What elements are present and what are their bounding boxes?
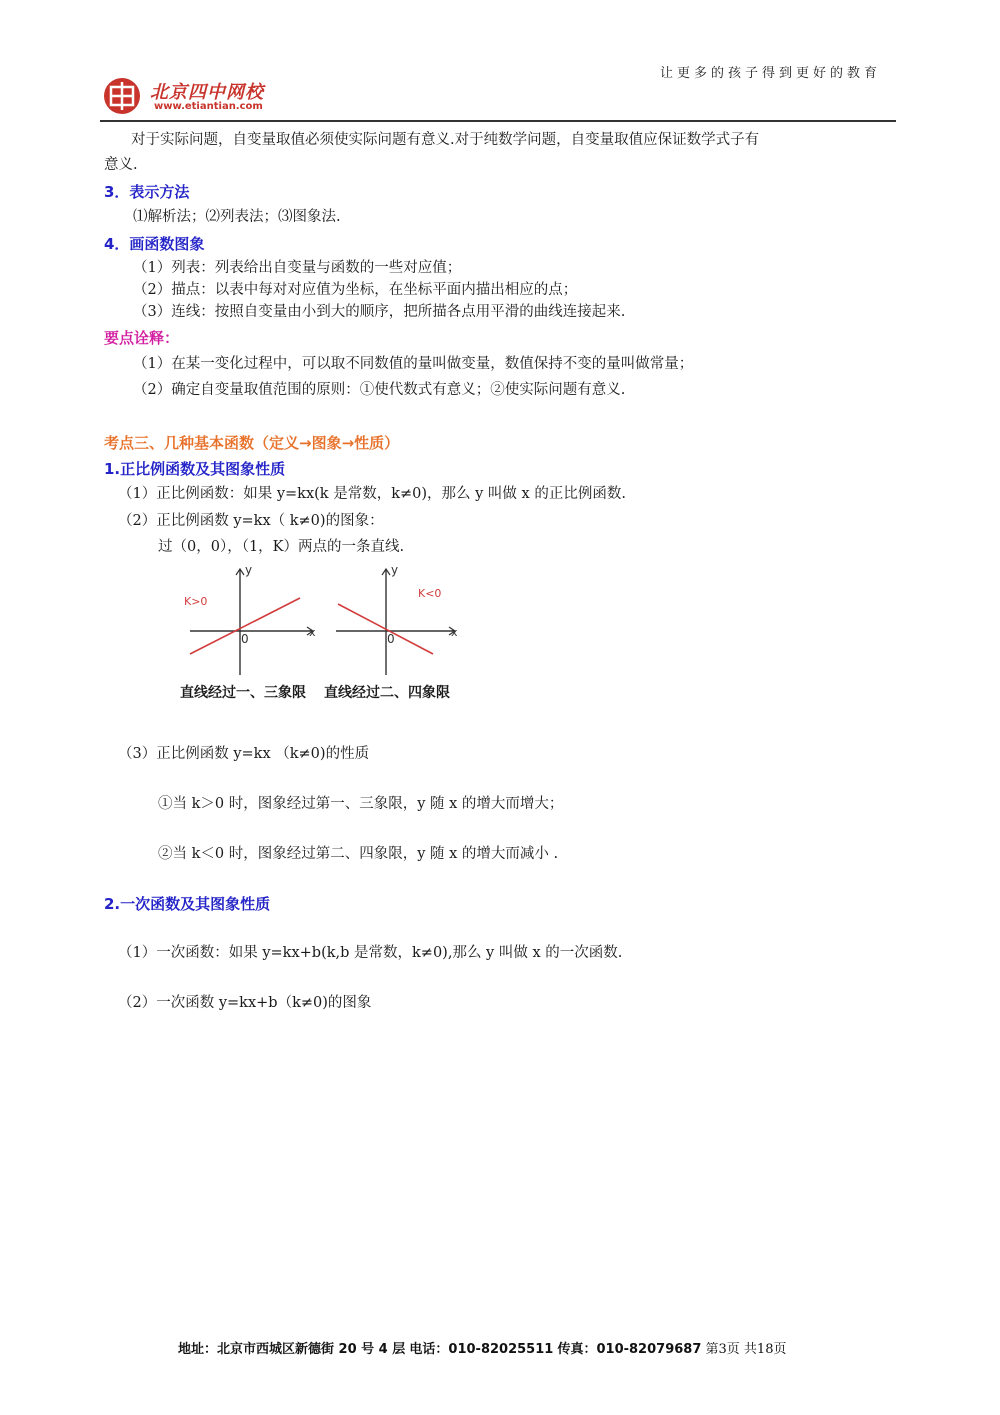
- logo-url: www.etiantian.com: [154, 101, 263, 112]
- origin-label: 0: [241, 632, 249, 646]
- header-slogan: 让更多的孩子得到更好的教育: [660, 66, 882, 81]
- label-k-positive: K>0: [184, 595, 208, 608]
- y-axis-label: y: [391, 563, 399, 577]
- proportional-property-2: ②当 k＜0 时，图象经过第二、四象限，y 随 x 的增大而减小 .: [158, 846, 559, 862]
- intro-line-1: 对于实际问题，自变量取值必须使实际问题有意义.对于纯数学问题，自变量取值应保证数学式子有: [131, 132, 760, 148]
- footer-fax-label: 传真：: [557, 1342, 597, 1357]
- section-4-step: （1）列表：列表给出自变量与函数的一些对应值；: [133, 260, 462, 276]
- header-divider: [100, 120, 896, 122]
- topic-3-heading: 考点三、几种基本函数（定义→图象→性质）: [104, 434, 400, 452]
- intro-line-2: 意义.: [104, 157, 138, 173]
- proportional-graph-title: （2）正比例函数 y=kx（ k≠0)的图象：: [118, 513, 384, 529]
- linear-heading: 2.一次函数及其图象性质: [104, 895, 271, 913]
- caption-k-negative: 直线经过二、四象限: [324, 685, 450, 701]
- section-3-body: ⑴解析法；⑵列表法；⑶图象法.: [133, 209, 341, 225]
- label-k-negative: K<0: [418, 587, 442, 600]
- proportional-property-1: ①当 k＞0 时，图象经过第一、三象限，y 随 x 的增大而增大；: [158, 796, 564, 812]
- x-axis-label: x: [309, 626, 316, 639]
- linear-graph-title: （2）一次函数 y=kx+b（k≠0)的图象: [118, 995, 372, 1011]
- graph-k-negative: [336, 563, 458, 675]
- footer-address-label: 地址：: [178, 1342, 218, 1357]
- caption-k-positive: 直线经过一、三象限: [180, 685, 306, 701]
- origin-label: 0: [387, 632, 395, 646]
- section-3-heading: 3．表示方法: [104, 183, 190, 201]
- proportional-graph-description: 过（0，0），（1，K）两点的一条直线.: [158, 539, 405, 555]
- school-logo-icon: [102, 76, 148, 116]
- proportional-graphs-figure: [178, 560, 468, 706]
- section-4-heading: 4．画函数图象: [104, 235, 205, 253]
- linear-definition: （1）一次函数：如果 y=kx+b(k,b 是常数，k≠0),那么 y 叫做 x 的一次函数.: [118, 945, 623, 961]
- x-axis-label: x: [451, 626, 458, 639]
- section-4-step: （2）描点：以表中每对对应值为坐标，在坐标平面内描出相应的点；: [133, 282, 578, 298]
- footer-page-number: 第3页 共18页: [705, 1342, 787, 1357]
- section-4-step: （3）连线：按照自变量由小到大的顺序，把所描各点用平滑的曲线连接起来.: [133, 304, 626, 320]
- footer-phone-label: 电话：: [409, 1342, 449, 1357]
- proportional-definition: （1）正比例函数：如果 y=kx(k 是常数，k≠0)，那么 y 叫做 x 的正比例函数.: [118, 486, 626, 502]
- footer-fax: 010-82079687: [596, 1342, 702, 1357]
- graph-k-positive: [184, 563, 316, 675]
- logo-name: 北京四中网校: [150, 82, 264, 103]
- notes-item: （1）在某一变化过程中，可以取不同数值的量叫做变量，数值保持不变的量叫做常量；: [133, 356, 694, 372]
- y-axis-label: y: [245, 563, 253, 577]
- page-footer: [178, 1338, 786, 1357]
- notes-item: （2）确定自变量取值范围的原则：①使代数式有意义；②使实际问题有意义.: [133, 382, 626, 398]
- notes-heading: 要点诠释：: [104, 329, 180, 347]
- footer-address: 北京市西城区新德街 20 号 4 层: [217, 1342, 406, 1357]
- footer-phone: 010-82025511: [448, 1342, 554, 1357]
- proportional-heading: 1.正比例函数及其图象性质: [104, 460, 286, 478]
- proportional-properties-title: （3）正比例函数 y=kx （k≠0)的性质: [118, 746, 370, 762]
